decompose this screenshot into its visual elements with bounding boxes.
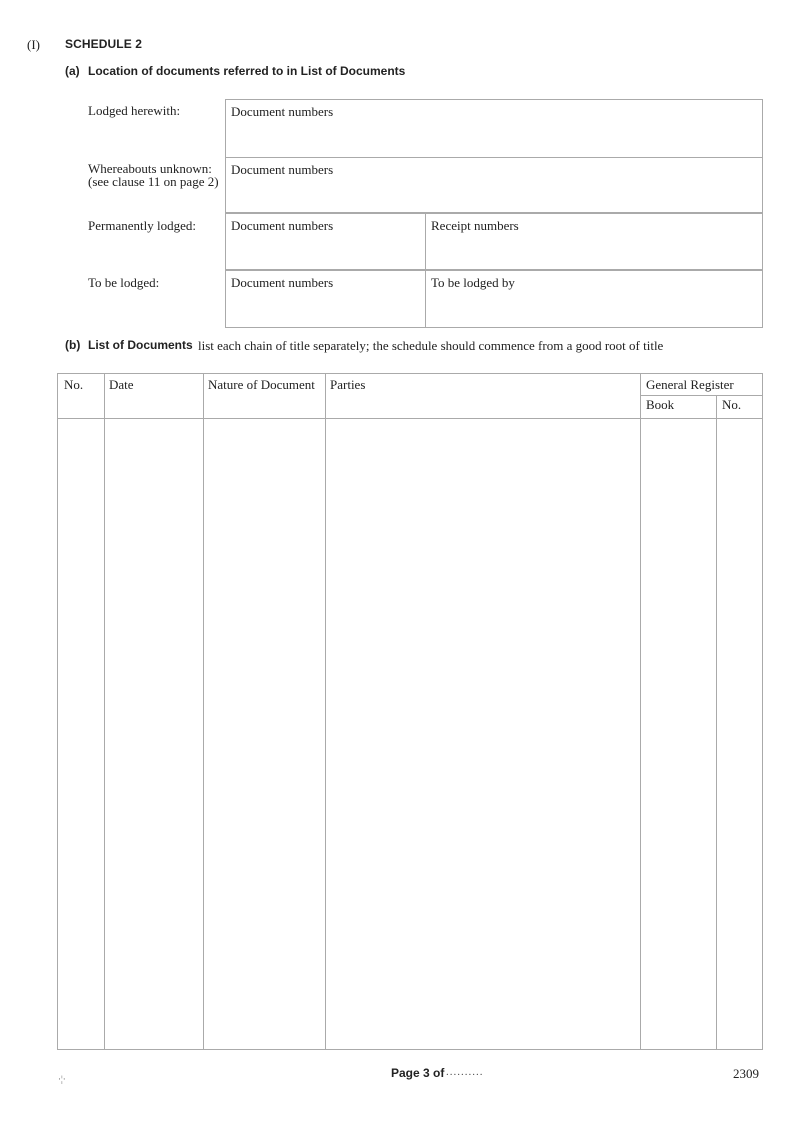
column-divider	[203, 374, 204, 1049]
header-bottom-divider	[58, 418, 762, 419]
section-number: (I)	[27, 37, 40, 52]
schedule-title: SCHEDULE 2	[65, 37, 143, 51]
lodged-herewith-label: Lodged herewith:	[88, 103, 181, 118]
column-divider	[104, 374, 105, 1049]
whereabouts-unknown-document-numbers-label: Document numbers	[231, 162, 334, 177]
column-header-parties: Parties	[330, 377, 366, 392]
whereabouts-unknown-document-numbers-field[interactable]	[225, 157, 763, 213]
to-be-lodged-by-label: To be lodged by	[431, 275, 515, 290]
lodged-herewith-document-numbers-field[interactable]	[225, 99, 763, 158]
footer-mark: ·¦·	[58, 1074, 66, 1084]
column-divider	[716, 395, 717, 1049]
form-code: 2309	[733, 1066, 759, 1081]
column-header-date: Date	[109, 377, 134, 392]
list-section-letter: (b)	[65, 338, 81, 352]
to-be-lodged-document-numbers-field[interactable]	[225, 270, 426, 328]
column-header-nature-of-document: Nature of Document	[208, 377, 315, 392]
column-divider	[325, 374, 326, 1049]
column-header-no: No.	[64, 377, 84, 392]
column-header-general-register: General Register	[646, 377, 734, 392]
list-section-note: list each chain of title separately; the schedule should commence from a good root of title	[198, 338, 664, 353]
general-register-subheader-divider	[640, 395, 762, 396]
column-header-book: Book	[646, 397, 675, 412]
permanently-lodged-receipt-numbers-field[interactable]	[425, 213, 763, 270]
whereabouts-unknown-label-line1: Whereabouts unknown:	[88, 161, 212, 176]
column-divider	[640, 374, 641, 1049]
list-of-documents-table[interactable]	[57, 373, 763, 1050]
total-pages-blank[interactable]: ..........	[446, 1066, 484, 1078]
list-section-title: List of Documents	[88, 338, 193, 352]
permanently-lodged-document-numbers-label: Document numbers	[231, 218, 334, 233]
to-be-lodged-document-numbers-label: Document numbers	[231, 275, 334, 290]
lodged-herewith-document-numbers-label: Document numbers	[231, 104, 334, 119]
to-be-lodged-by-field[interactable]	[425, 270, 763, 328]
whereabouts-unknown-label-line2: (see clause 11 on page 2)	[88, 174, 219, 189]
to-be-lodged-label: To be lodged:	[88, 275, 160, 290]
permanently-lodged-receipt-numbers-label: Receipt numbers	[431, 218, 519, 233]
permanently-lodged-label: Permanently lodged:	[88, 218, 196, 233]
permanently-lodged-document-numbers-field[interactable]	[225, 213, 426, 270]
location-section-title: Location of documents referred to in List of Documents	[88, 64, 406, 78]
whereabouts-unknown-label	[88, 162, 219, 188]
column-header-register-no: No.	[722, 397, 742, 412]
page-number-label: Page 3 of	[391, 1066, 445, 1080]
location-section-letter: (a)	[65, 64, 80, 78]
